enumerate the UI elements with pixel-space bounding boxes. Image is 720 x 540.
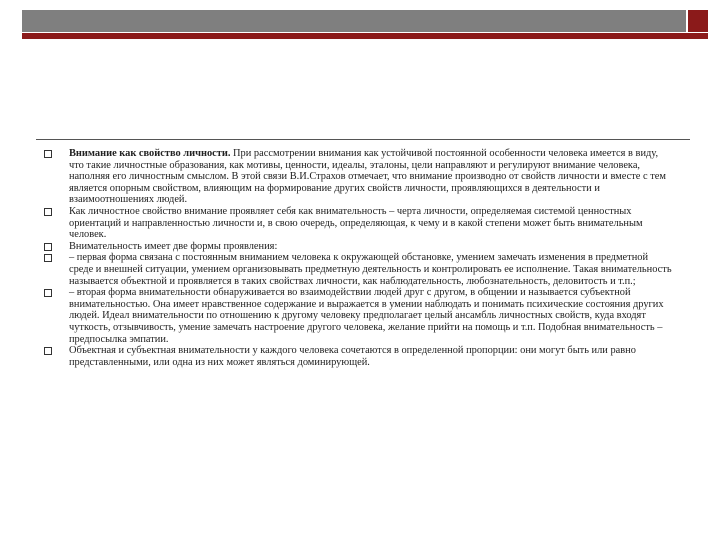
title-divider — [36, 139, 690, 140]
square-bullet-icon — [44, 289, 52, 297]
paragraph-text: При рассмотрении внимания как устойчивой постоянной особенности человека имеется в виду, что такие личностные образования, как мотивы, ценности, идеалы, эталоны, цели направляют и регулируют внимание человека, наполняя его личностным смыслом. В этой связи В.И.Страхов отмечает, что внимание производно от свойств личности и вместе с тем является опорным свойством, влияющим на формирование других свойств личности, проявляющихся в деятельности и взаимоотношениях людей. — [69, 148, 666, 206]
paragraph-heading: Внимание как свойство личности. — [69, 148, 231, 159]
header-accent-line — [22, 33, 708, 39]
square-bullet-icon — [44, 254, 52, 262]
list-item — [44, 345, 672, 368]
list-item — [44, 148, 672, 206]
square-bullet-icon — [44, 208, 52, 216]
square-bullet-icon — [44, 243, 52, 251]
list-item — [44, 252, 672, 287]
list-item — [44, 241, 672, 253]
paragraph-text: Как личностное свойство внимание проявляет себя как внимательность – черта личности, определяемая системой ценностных ориентаций и направленностью личности и, в свою очередь, определяющая, к чему и в какой степени может быть внимательным человек. — [69, 205, 643, 241]
paragraph-text: – вторая форма внимательности обнаруживается во взаимодействии людей друг с другом, в общении и называется субъектной внимательностью. Она имеет нравственное содержание и выражается в умении наблюдать и понимать психические состояния других людей. Идеал внимательности по отношению к другому человеку предполагает целый ансамбль личностных свойств, куда входят чуткость, отзывчивость, умение замечать настроение другого человека, желание прийти на помощь и т.п. Подобная внимательность – предпосылка эмпатии. — [69, 287, 664, 345]
square-bullet-icon — [44, 347, 52, 355]
square-bullet-icon — [44, 150, 52, 158]
paragraph-text: Внимательность имеет две формы проявления: — [69, 240, 278, 252]
list-item — [44, 206, 672, 241]
list-item — [44, 287, 672, 345]
paragraph-text: Объектная и субъектная внимательности у каждого человека сочетаются в определенной пропорции: они могут быть или равно представленными, или одна из них может являться доминирующей. — [69, 345, 636, 368]
slide-body — [44, 148, 672, 368]
header-band — [22, 10, 686, 32]
header-accent-square — [688, 10, 708, 32]
paragraph-text: – первая форма связана с постоянным вниманием человека к окружающей обстановке, умением замечать изменения в предметной среде и внешней ситуации, умением организовывать предметную деятельность и контролировать ее исполнение. Такая внимательность называется объектной и проявляется в таких свойствах личности, как наблюдательность, любознательность, деловитость и т.п.; — [69, 252, 672, 287]
